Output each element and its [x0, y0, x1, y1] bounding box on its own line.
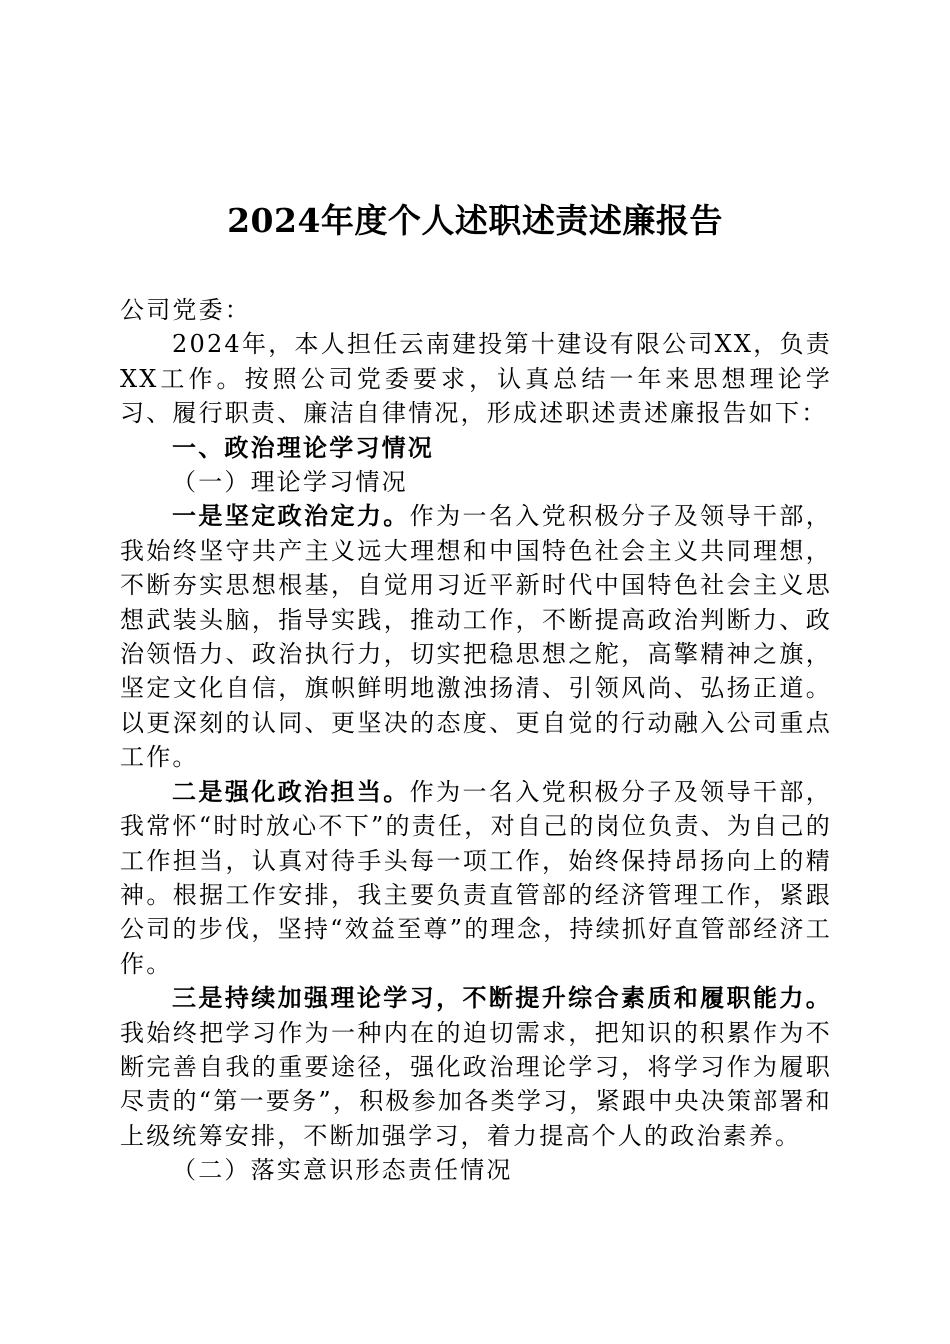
- paragraph-3-body: 我始终把学习作为一种内在的迫切需求，把知识的积累作为不断完善自我的重要途径，强化政治理论学习，将学习作为履职尽责的“第一要务”，积极参加各类学习，紧跟中央决策部署和上级统筹安排，不断加强学习，着力提高个人的政治素养。: [120, 1018, 832, 1150]
- paragraph-2-body: 作为一名入党积极分子及领导干部，我常怀“时时放心不下”的责任，对自己的岗位负责、为自己的工作担当，认真对待手头每一项工作，始终保持昂扬向上的精神。根据工作安排，我主要负责直管部的经济管理工作，紧跟公司的步伐，坚持“效益至尊”的理念，持续抓好直管部经济工作。: [120, 777, 832, 978]
- intro-paragraph: 2024年，本人担任云南建投第十建设有限公司XX，负责XX工作。按照公司党委要求，认真总结一年来思想理论学习、履行职责、廉洁自律情况，形成述职述责述廉报告如下：: [120, 330, 832, 428]
- subsection-heading-2: （二）落实意识形态责任情况: [172, 1156, 513, 1185]
- section-heading-1: 一、政治理论学习情况: [172, 432, 434, 462]
- subsection-heading-1: （一）理论学习情况: [172, 468, 408, 497]
- paragraph-1: [120, 499, 832, 774]
- paragraph-2-lead: 二是强化政治担当。: [172, 776, 410, 806]
- paragraph-2: [120, 775, 832, 981]
- paragraph-1-body: 作为一名入党积极分子及领导干部，我始终坚守共产主义远大理想和中国特色社会主义共同理想，不断夯实思想根基，自觉用习近平新时代中国特色社会主义思想武装头脑，指导实践，推动工作，不断提高政治判断力、政治领悟力、政治执行力，切实把稳思想之舵，高擎精神之旗，坚定文化自信，旗帜鲜明地激浊扬清、引领风尚、弘扬正道。以更深刻的认同、更坚决的态度、更自觉的行动融入公司重点工作。: [120, 502, 832, 772]
- paragraph-1-lead: 一是坚定政治定力。: [172, 501, 410, 531]
- document-body: [120, 293, 832, 1188]
- document-title: 2024年度个人述职述责述廉报告: [227, 201, 723, 240]
- paragraph-3-lead: 三是持续加强理论学习，不断提升综合素质和履职能力。: [172, 983, 832, 1013]
- paragraph-3: [120, 981, 832, 1153]
- salutation: 公司党委：: [120, 296, 251, 324]
